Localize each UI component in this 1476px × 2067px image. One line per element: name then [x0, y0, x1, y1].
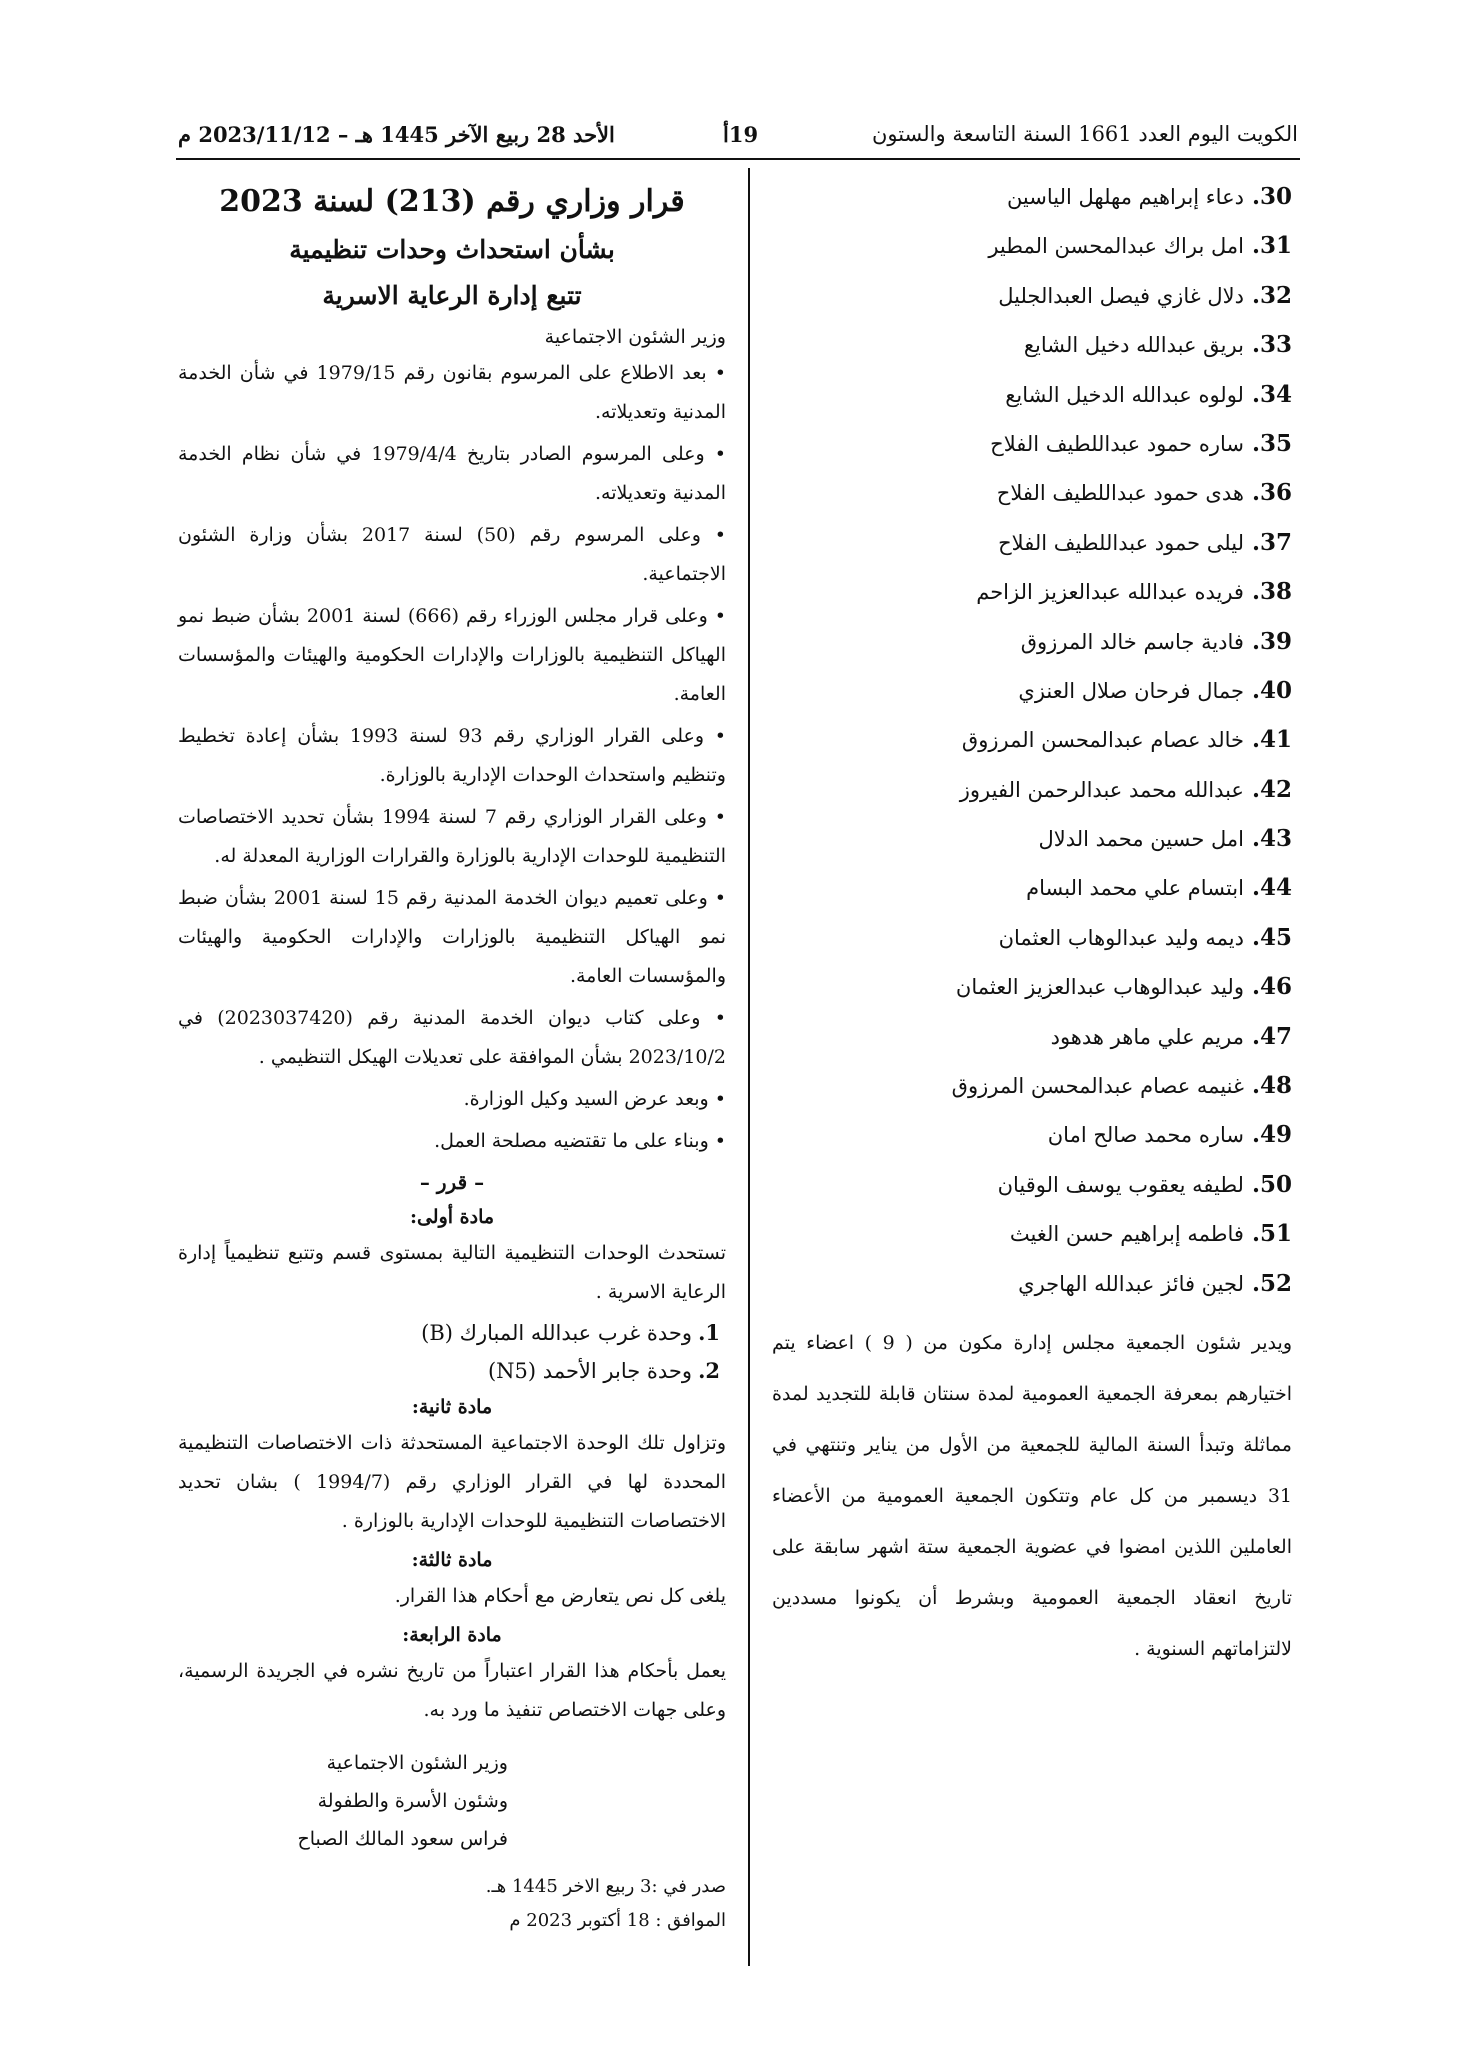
preamble-item: • وعلى قرار مجلس الوزراء رقم (666) لسنة 2001 بشأن ضبط نمو الهياكل التنظيمية بالوزارات والإدارات الحكومية والهيئات والمؤسسات العامة.: [178, 597, 726, 714]
page-header: [178, 118, 1298, 158]
list-item: 1.وحدة غرب عبدالله المبارك (B): [421, 1320, 720, 1345]
article-4-text: يعمل بأحكام هذا القرار اعتباراً من تاريخ نشره في الجريدة الرسمية، وعلى جهات الاختصاص تنفيذ ما ورد به.: [178, 1660, 726, 1721]
list-item: 2.وحدة جابر الأحمد (N5): [487, 1358, 720, 1383]
decree-subtitle: بشأن استحداث وحدات تنظيمية: [289, 235, 615, 264]
units-list: [178, 1314, 726, 1390]
board-paragraph: ويدير شئون الجمعية مجلس إدارة مكون من ( 9 ) اعضاء يتم اختيارهم بمعرفة الجمعية العمومية لمدة سنتان قابلة للتجديد لمدة مماثلة وتبدأ السنة المالية للجمعية من الأول من يناير وتنتهي في 31 ديسمبر من كل عام وتتكون الجمعية العمومية من الأعضاء العاملين اللذين امضوا في عضوية الجمعية ستة اشهر سابقة على تاريخ انعقاد الجمعية العمومية وبشرط أن يكونوا مسددين لالتزاماتهم السنوية .: [772, 1331, 1292, 1660]
list-item: 32.دلال غازي فيصل العبدالجليل: [998, 281, 1292, 309]
list-item: 49.ساره محمد صالح امان: [1047, 1121, 1292, 1149]
decided-heading: – قرر –: [419, 1170, 485, 1194]
preamble-item: • وعلى المرسوم الصادر بتاريخ 1979/4/4 في شأن نظام الخدمة المدنية وتعديلاته.: [178, 435, 726, 513]
list-item: 36.هدى حمود عبداللطيف الفلاح: [996, 479, 1292, 507]
preamble-item: • وبناء على ما تقتضيه مصلحة العمل.: [178, 1122, 726, 1161]
list-item: 30.دعاء إبراهيم مهلهل الياسين: [1006, 183, 1292, 210]
members-column: [772, 180, 1292, 1675]
list-item: 31.امل براك عبدالمحسن المطير: [988, 232, 1292, 260]
article-4-title: مادة الرابعة:: [402, 1624, 502, 1646]
preamble-list: [178, 354, 726, 1161]
signatory-name: فراس سعود المالك الصباح: [297, 1828, 508, 1850]
list-item: 46.وليد عبدالوهاب عبدالعزيز العثمان: [955, 973, 1292, 1001]
article-2-title: مادة ثانية:: [411, 1396, 493, 1418]
list-item: 52.لجين فائز عبدالله الهاجري: [1018, 1269, 1292, 1297]
article-3-text: يلغى كل نص يتعارض مع أحكام هذا القرار.: [394, 1585, 726, 1607]
list-item: 35.ساره حمود عبداللطيف الفلاح: [990, 429, 1292, 457]
list-item: 40.جمال فرحان صلال العنزي: [1018, 676, 1292, 704]
list-item: 43.امل حسين محمد الدلال: [1038, 825, 1292, 853]
preamble-item: • وعلى القرار الوزاري رقم 7 لسنة 1994 بشأن تحديد الاختصاصات التنظيمية للوحدات الإدارية بالوزارة والقرارات الوزارية المعدلة له.: [178, 798, 726, 876]
article-3-title: مادة ثالثة:: [411, 1549, 493, 1571]
member-list: [772, 180, 1292, 1316]
signatory-title-2: وشئون الأسرة والطفولة: [317, 1790, 508, 1812]
column-divider: [748, 168, 750, 1966]
article-1-title: مادة أولى:: [409, 1206, 495, 1228]
page-number: 19أ: [723, 122, 759, 147]
gazette-issue: الكويت اليوم العدد 1661 السنة التاسعة والستون: [871, 122, 1298, 146]
issued-date: صدر في :3 ربيع الاخر 1445 هـ.: [485, 1876, 726, 1897]
preamble-item: • وعلى القرار الوزاري رقم 93 لسنة 1993 بشأن إعادة تخطيط وتنظيم واستحداث الوحدات الإدارية بالوزارة.: [178, 717, 726, 795]
signature-block: [178, 1744, 726, 1938]
header-rule: [176, 158, 1300, 160]
preamble-item: • وعلى تعميم ديوان الخدمة المدنية رقم 15 لسنة 2001 بشأن ضبط نمو الهياكل التنظيمية بالوزارات والإدارات الحكومية والهيئات والمؤسسات العامة.: [178, 879, 726, 996]
issuing-minister: وزير الشئون الاجتماعية: [544, 326, 726, 348]
list-item: 47.مريم علي ماهر هدهود: [1050, 1022, 1292, 1050]
preamble-item: • وعلى المرسوم رقم (50) لسنة 2017 بشأن وزارة الشئون الاجتماعية.: [178, 516, 726, 594]
list-item: 41.خالد عصام عبدالمحسن المرزوق: [961, 726, 1292, 754]
decree-title: قرار وزاري رقم (213) لسنة 2023: [219, 184, 685, 219]
list-item: 44.ابتسام علي محمد البسام: [1026, 874, 1292, 902]
list-item: 48.غنيمه عصام عبدالمحسن المرزوق: [951, 1072, 1292, 1100]
decree-subtitle-2: تتبع إدارة الرعاية الاسرية: [322, 281, 582, 310]
list-item: 45.ديمه وليد عبدالوهاب العثمان: [998, 923, 1292, 951]
preamble-item: • بعد الاطلاع على المرسوم بقانون رقم 1979/15 في شأن الخدمة المدنية وتعديلاته.: [178, 354, 726, 432]
signatory-title: وزير الشئون الاجتماعية: [326, 1752, 508, 1774]
corresponding-date: الموافق : 18 أكتوبر 2023 م: [509, 1910, 726, 1931]
list-item: 33.بريق عبدالله دخيل الشايع: [1023, 331, 1292, 359]
list-item: 50.لطيفه يعقوب يوسف الوقيان: [997, 1170, 1292, 1198]
list-item: 37.ليلى حمود عبداللطيف الفلاح: [998, 528, 1292, 556]
preamble-item: • وبعد عرض السيد وكيل الوزارة.: [178, 1080, 726, 1119]
list-item: 34.لولوه عبدالله الدخيل الشايع: [1005, 380, 1292, 408]
preamble-item: • وعلى كتاب ديوان الخدمة المدنية رقم (2023037420) في 2023/10/2 بشأن الموافقة على تعديلات الهيكل التنظيمي .: [178, 999, 726, 1077]
list-item: 39.فادية جاسم خالد المرزوق: [1020, 627, 1292, 655]
list-item: 42.عبدالله محمد عبدالرحمن الفيروز: [959, 775, 1292, 803]
article-1-text: تستحدث الوحدات التنظيمية التالية بمستوى قسم وتتبع تنظيمياً إدارة الرعاية الاسرية .: [178, 1242, 726, 1303]
decree-column: [178, 180, 726, 1938]
list-item: 38.فريده عبدالله عبدالعزيز الزاحم: [976, 578, 1292, 606]
issue-date: الأحد 28 ربيع الآخر 1445 هـ – 2023/11/12 م: [178, 122, 615, 147]
issue-info: [396, 1870, 726, 1938]
list-item: 51.فاطمه إبراهيم حسن الغيث: [1009, 1220, 1292, 1248]
article-2-text: وتزاول تلك الوحدة الاجتماعية المستحدثة ذات الاختصاصات التنظيمية المحددة لها في القرار الوزاري رقم (1994/7 ) بشان تحديد الاختصاصات التنظيمية للوحدات الإدارية بالوزارة .: [178, 1432, 726, 1532]
